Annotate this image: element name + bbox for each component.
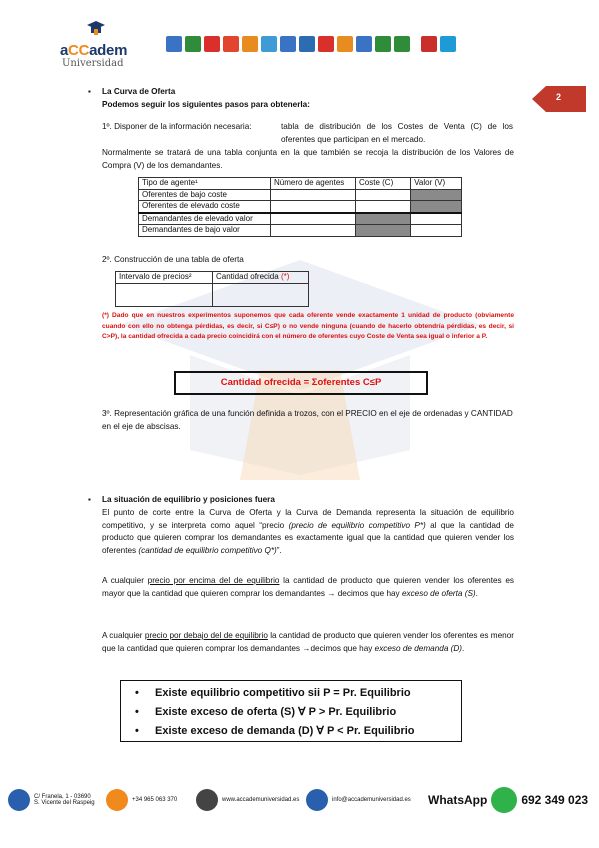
footer-phone[interactable]: +34 965 063 370 — [106, 786, 177, 814]
mail-icon — [306, 789, 328, 811]
table1-header: Tipo de agente¹ — [139, 178, 271, 190]
logo-text: aCCadem — [60, 42, 128, 59]
subject-icon[interactable] — [223, 36, 239, 52]
footer-whatsapp[interactable]: WhatsApp 692 349 023 — [428, 786, 588, 814]
table-row — [139, 189, 462, 201]
supply-formula: Cantidad ofrecida = Σoferentes C≤P — [174, 371, 428, 395]
table1-cell: Demandantes de bajo valor — [139, 225, 271, 237]
excess-demand-paragraph: A cualquier precio por debajo del de equilibrio la cantidad de producto que quieren vender los oferentes es menor que la cantidad que quieren comprar los demandantes →decimos que hay exceso de demanda (D). — [102, 631, 514, 653]
page-number-tag — [532, 86, 586, 112]
subject-icon[interactable] — [242, 36, 258, 52]
grad-cap-icon — [86, 20, 106, 36]
table-row — [139, 225, 462, 237]
excess-supply-paragraph: A cualquier precio por encima del de equilibrio la cantidad de producto que quieren vender los oferentes es mayor que la cantidad que quieren comprar los demandantes → decimos que hay exceso de oferta (S). — [102, 576, 514, 598]
cost-value-table — [138, 177, 462, 237]
subject-icon[interactable] — [318, 36, 334, 52]
footnote-text: (*) Dado que en nuestros experimentos suponemos que cada oferente vende exactamente 1 unidad de producto (obviamente cuando con ello no obtenga pérdidas, es decir, si C≤P) o no vende ninguna (cuando de hacerlo obtendría pérdidas, es decir, si C>P), la cantidad ofrecida a cada precio coincidirá con el número de oferentes cuyo Coste de Venta sea igual o inferior a P. — [102, 312, 514, 340]
table1-header: Número de agentes — [271, 178, 356, 190]
subject-icon[interactable] — [204, 36, 220, 52]
phone-icon — [106, 789, 128, 811]
table1-cell: Demandantes de elevado valor — [139, 213, 271, 225]
subject-icon[interactable] — [356, 36, 372, 52]
summary-item: • Existe exceso de demanda (D) ∀ P < Pr. Equilibrio — [135, 722, 461, 741]
step3-text: 3º. Representación gráfica de una función definida a trozos, con el PRECIO en el eje de ordenadas y CANTIDAD en el eje de abscisas. — [102, 409, 513, 431]
section-title-oferta: ▪ La Curva de Oferta — [102, 86, 175, 99]
home-icon — [8, 789, 30, 811]
globe-icon — [196, 789, 218, 811]
subject-icon[interactable] — [440, 36, 456, 52]
subject-icon[interactable] — [375, 36, 391, 52]
table1-header: Valor (V) — [411, 178, 462, 190]
subject-icon[interactable] — [166, 36, 182, 52]
intro-text: Podemos seguir los siguientes pasos para obtenerla: — [102, 100, 310, 109]
step1-label: 1º. Disponer de la información necesaria: — [102, 122, 252, 131]
whatsapp-icon — [491, 787, 517, 813]
step1-extra: Normalmente se tratará de una tabla conjunta en la que también se recoja la distribución de los Valores de Compra (V) de los demandantes. — [102, 148, 514, 170]
logo-subtitle: Universidad — [62, 58, 124, 69]
footer-address: C/ Franela, 1 - 03690 S. Vicente del Raspeig — [8, 786, 95, 814]
step2-text: 2º. Construcción de una tabla de oferta — [102, 255, 244, 264]
table-row — [139, 201, 462, 213]
table2-header: Intervalo de precios² — [116, 272, 213, 284]
equilibrium-summary-box — [120, 680, 462, 742]
table1-cell: Oferentes de elevado coste — [139, 201, 271, 213]
subject-icon[interactable] — [280, 36, 296, 52]
footer-web-link[interactable]: www.accademuniversidad.es — [196, 786, 299, 814]
table2-header: Cantidad ofrecida (*) — [213, 272, 309, 284]
subject-icon[interactable] — [421, 36, 437, 52]
subject-icon[interactable] — [261, 36, 277, 52]
subject-icon[interactable] — [185, 36, 201, 52]
subject-icon[interactable] — [394, 36, 410, 52]
supply-table — [115, 271, 309, 307]
table1-cell: Oferentes de bajo coste — [139, 189, 271, 201]
page-number: 2 — [556, 92, 562, 102]
subject-icon[interactable] — [337, 36, 353, 52]
subject-icon[interactable] — [299, 36, 315, 52]
section-title-equilibrio: ▪ La situación de equilibrio y posiciones fuera — [102, 494, 275, 507]
step1-text: tabla de distribución de los Costes de Venta (C) de los oferentes que participan en el mercado. — [281, 122, 513, 144]
footer-email-link[interactable]: info@accademuniversidad.es — [306, 786, 411, 814]
subject-icon-bar — [166, 36, 456, 52]
summary-item: • Existe equilibrio competitivo sii P = Pr. Equilibrio — [135, 684, 461, 703]
summary-item: • Existe exceso de oferta (S) ∀ P > Pr. Equilibrio — [135, 703, 461, 722]
equilibrium-paragraph: El punto de corte entre la Curva de Oferta y la Curva de Demanda representa la situación de equilibrio competitivo, y se interpreta como aquel “precio (precio de equilibrio competitivo P*) al que la cantidad de producto que quieren comprar los demandantes es exactamente igual que la cantidad que quieren vender los oferentes (cantidad de equilibrio competitivo Q*)”. — [102, 508, 514, 555]
table1-header: Coste (C) — [356, 178, 411, 190]
table-row — [139, 213, 462, 225]
